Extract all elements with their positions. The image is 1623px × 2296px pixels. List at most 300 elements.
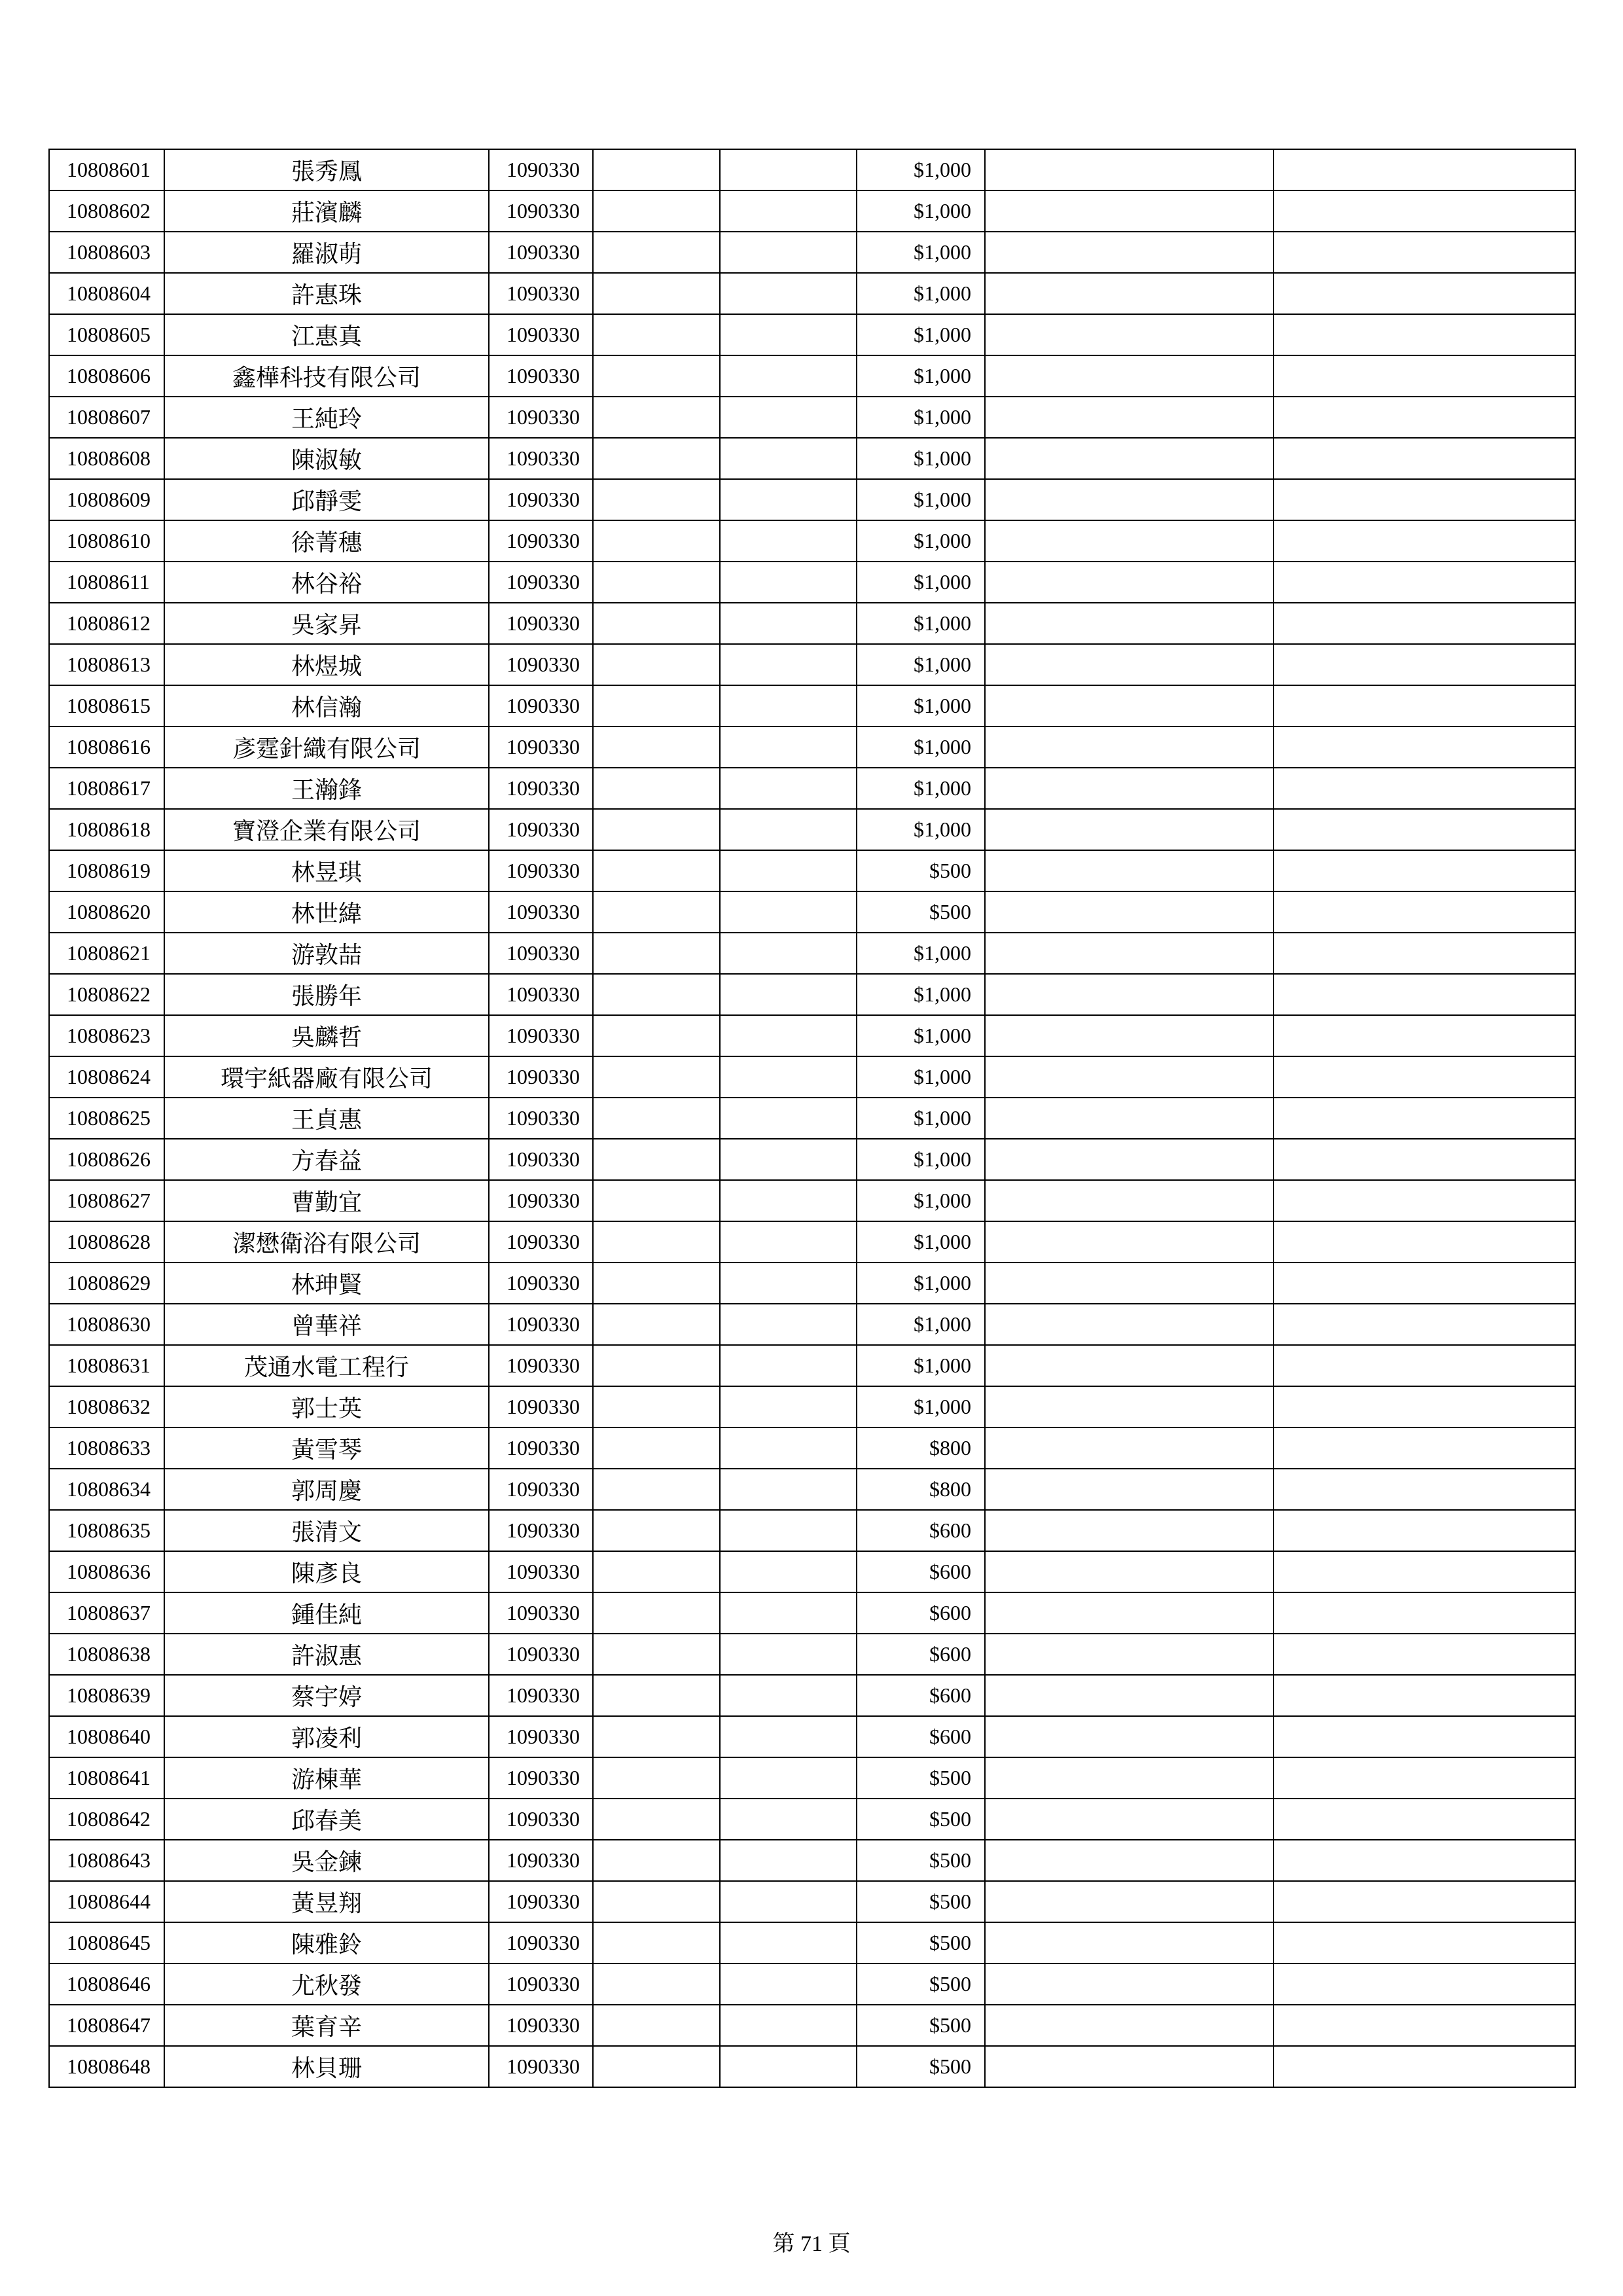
- empty-cell: [593, 1139, 720, 1180]
- donor-name-cell: 方春益: [164, 1139, 489, 1180]
- date-cell: 1090330: [489, 314, 593, 355]
- table-row: [49, 1056, 1575, 1098]
- amount-cell: $1,000: [857, 1386, 985, 1427]
- date-cell: 1090330: [489, 1881, 593, 1922]
- empty-cell: [593, 1304, 720, 1345]
- receipt-number-cell: 10808607: [49, 397, 164, 438]
- table-row: [49, 933, 1575, 974]
- amount-cell: $500: [857, 2046, 985, 2087]
- empty-cell: [985, 1881, 1274, 1922]
- donor-name-cell: 羅淑萌: [164, 232, 489, 273]
- empty-cell: [1274, 644, 1575, 685]
- table-row: [49, 273, 1575, 314]
- empty-cell: [720, 232, 857, 273]
- empty-cell: [593, 1592, 720, 1634]
- empty-cell: [1274, 1469, 1575, 1510]
- amount-cell: $1,000: [857, 149, 985, 190]
- empty-cell: [720, 1015, 857, 1056]
- table-body: [49, 149, 1575, 2087]
- empty-cell: [593, 603, 720, 644]
- receipt-number-cell: 10808608: [49, 438, 164, 479]
- date-cell: 1090330: [489, 1840, 593, 1881]
- empty-cell: [720, 1139, 857, 1180]
- empty-cell: [720, 314, 857, 355]
- empty-cell: [720, 1716, 857, 1757]
- empty-cell: [593, 355, 720, 397]
- amount-cell: $1,000: [857, 314, 985, 355]
- empty-cell: [593, 1221, 720, 1263]
- empty-cell: [593, 685, 720, 726]
- donor-name-cell: 徐菁穗: [164, 520, 489, 562]
- donor-name-cell: 林世緯: [164, 891, 489, 933]
- empty-cell: [1274, 1592, 1575, 1634]
- receipt-number-cell: 10808611: [49, 562, 164, 603]
- empty-cell: [985, 974, 1274, 1015]
- empty-cell: [720, 726, 857, 768]
- receipt-number-cell: 10808609: [49, 479, 164, 520]
- empty-cell: [593, 1427, 720, 1469]
- date-cell: 1090330: [489, 1592, 593, 1634]
- amount-cell: $1,000: [857, 1263, 985, 1304]
- receipt-number-cell: 10808618: [49, 809, 164, 850]
- empty-cell: [985, 1345, 1274, 1386]
- empty-cell: [720, 149, 857, 190]
- empty-cell: [1274, 149, 1575, 190]
- donor-name-cell: 郭士英: [164, 1386, 489, 1427]
- empty-cell: [985, 603, 1274, 644]
- empty-cell: [1274, 1056, 1575, 1098]
- donor-name-cell: 林貝珊: [164, 2046, 489, 2087]
- table-row: [49, 1139, 1575, 1180]
- empty-cell: [720, 1675, 857, 1716]
- receipt-number-cell: 10808636: [49, 1551, 164, 1592]
- amount-cell: $1,000: [857, 603, 985, 644]
- date-cell: 1090330: [489, 232, 593, 273]
- empty-cell: [985, 190, 1274, 232]
- table-row: [49, 809, 1575, 850]
- empty-cell: [720, 1263, 857, 1304]
- table-row: [49, 1964, 1575, 2005]
- table-row: [49, 190, 1575, 232]
- receipt-number-cell: 10808640: [49, 1716, 164, 1757]
- receipt-number-cell: 10808641: [49, 1757, 164, 1799]
- table-row: [49, 1881, 1575, 1922]
- empty-cell: [593, 520, 720, 562]
- donor-name-cell: 江惠真: [164, 314, 489, 355]
- empty-cell: [1274, 603, 1575, 644]
- donor-name-cell: 林谷裕: [164, 562, 489, 603]
- empty-cell: [720, 1922, 857, 1964]
- date-cell: 1090330: [489, 1922, 593, 1964]
- donor-name-cell: 許淑惠: [164, 1634, 489, 1675]
- empty-cell: [720, 1881, 857, 1922]
- empty-cell: [593, 1263, 720, 1304]
- donor-name-cell: 鑫樺科技有限公司: [164, 355, 489, 397]
- empty-cell: [720, 2046, 857, 2087]
- empty-cell: [985, 1592, 1274, 1634]
- empty-cell: [985, 1716, 1274, 1757]
- empty-cell: [720, 397, 857, 438]
- table-row: [49, 397, 1575, 438]
- empty-cell: [593, 644, 720, 685]
- empty-cell: [720, 1221, 857, 1263]
- donor-name-cell: 吳家昇: [164, 603, 489, 644]
- empty-cell: [985, 562, 1274, 603]
- empty-cell: [720, 1304, 857, 1345]
- table-row: [49, 1304, 1575, 1345]
- empty-cell: [593, 933, 720, 974]
- table-row: [49, 1757, 1575, 1799]
- receipt-number-cell: 10808613: [49, 644, 164, 685]
- donor-name-cell: 張清文: [164, 1510, 489, 1551]
- empty-cell: [985, 232, 1274, 273]
- table-row: [49, 1015, 1575, 1056]
- empty-cell: [593, 1881, 720, 1922]
- date-cell: 1090330: [489, 644, 593, 685]
- receipt-number-cell: 10808628: [49, 1221, 164, 1263]
- table-row: [49, 149, 1575, 190]
- receipt-number-cell: 10808642: [49, 1799, 164, 1840]
- receipt-number-cell: 10808648: [49, 2046, 164, 2087]
- donor-name-cell: 邱春美: [164, 1799, 489, 1840]
- amount-cell: $1,000: [857, 273, 985, 314]
- empty-cell: [1274, 232, 1575, 273]
- empty-cell: [985, 1551, 1274, 1592]
- receipt-number-cell: 10808647: [49, 2005, 164, 2046]
- amount-cell: $1,000: [857, 1098, 985, 1139]
- empty-cell: [593, 1675, 720, 1716]
- receipt-number-cell: 10808645: [49, 1922, 164, 1964]
- empty-cell: [593, 809, 720, 850]
- table-row: [49, 1922, 1575, 1964]
- empty-cell: [1274, 1098, 1575, 1139]
- date-cell: 1090330: [489, 520, 593, 562]
- empty-cell: [720, 2005, 857, 2046]
- empty-cell: [985, 809, 1274, 850]
- receipt-number-cell: 10808602: [49, 190, 164, 232]
- empty-cell: [593, 1386, 720, 1427]
- donor-name-cell: 郭周慶: [164, 1469, 489, 1510]
- donor-name-cell: 黃雪琴: [164, 1427, 489, 1469]
- empty-cell: [985, 1840, 1274, 1881]
- empty-cell: [1274, 1840, 1575, 1881]
- receipt-number-cell: 10808631: [49, 1345, 164, 1386]
- empty-cell: [1274, 479, 1575, 520]
- receipt-number-cell: 10808627: [49, 1180, 164, 1221]
- receipt-number-cell: 10808616: [49, 726, 164, 768]
- receipt-number-cell: 10808621: [49, 933, 164, 974]
- table-row: [49, 438, 1575, 479]
- empty-cell: [1274, 891, 1575, 933]
- amount-cell: $1,000: [857, 562, 985, 603]
- empty-cell: [720, 1056, 857, 1098]
- receipt-number-cell: 10808629: [49, 1263, 164, 1304]
- empty-cell: [720, 1757, 857, 1799]
- table-row: [49, 314, 1575, 355]
- empty-cell: [985, 355, 1274, 397]
- date-cell: 1090330: [489, 850, 593, 891]
- receipt-number-cell: 10808623: [49, 1015, 164, 1056]
- table-row: [49, 562, 1575, 603]
- table-row: [49, 1180, 1575, 1221]
- empty-cell: [593, 1799, 720, 1840]
- empty-cell: [1274, 1799, 1575, 1840]
- amount-cell: $1,000: [857, 974, 985, 1015]
- donor-name-cell: 鍾佳純: [164, 1592, 489, 1634]
- table-row: [49, 1469, 1575, 1510]
- donor-name-cell: 葉育辛: [164, 2005, 489, 2046]
- amount-cell: $1,000: [857, 232, 985, 273]
- table-row: [49, 1427, 1575, 1469]
- amount-cell: $800: [857, 1469, 985, 1510]
- empty-cell: [720, 809, 857, 850]
- empty-cell: [593, 1056, 720, 1098]
- empty-cell: [720, 479, 857, 520]
- empty-cell: [720, 273, 857, 314]
- donor-name-cell: 王瀚鋒: [164, 768, 489, 809]
- date-cell: 1090330: [489, 809, 593, 850]
- receipt-number-cell: 10808601: [49, 149, 164, 190]
- empty-cell: [593, 2005, 720, 2046]
- empty-cell: [593, 1180, 720, 1221]
- empty-cell: [985, 438, 1274, 479]
- donor-name-cell: 陳雅鈴: [164, 1922, 489, 1964]
- amount-cell: $600: [857, 1592, 985, 1634]
- amount-cell: $500: [857, 1757, 985, 1799]
- donor-name-cell: 陳淑敏: [164, 438, 489, 479]
- empty-cell: [720, 1427, 857, 1469]
- amount-cell: $600: [857, 1551, 985, 1592]
- empty-cell: [593, 850, 720, 891]
- amount-cell: $600: [857, 1634, 985, 1675]
- empty-cell: [985, 273, 1274, 314]
- donor-name-cell: 蔡宇婷: [164, 1675, 489, 1716]
- donor-name-cell: 林信瀚: [164, 685, 489, 726]
- date-cell: 1090330: [489, 1634, 593, 1675]
- date-cell: 1090330: [489, 1427, 593, 1469]
- empty-cell: [1274, 273, 1575, 314]
- empty-cell: [985, 1304, 1274, 1345]
- empty-cell: [593, 397, 720, 438]
- empty-cell: [985, 1221, 1274, 1263]
- empty-cell: [593, 273, 720, 314]
- amount-cell: $500: [857, 2005, 985, 2046]
- empty-cell: [985, 1510, 1274, 1551]
- date-cell: 1090330: [489, 273, 593, 314]
- table-row: [49, 974, 1575, 1015]
- empty-cell: [720, 1799, 857, 1840]
- donor-name-cell: 王純玲: [164, 397, 489, 438]
- empty-cell: [985, 1799, 1274, 1840]
- date-cell: 1090330: [489, 190, 593, 232]
- empty-cell: [1274, 1964, 1575, 2005]
- donor-name-cell: 王貞惠: [164, 1098, 489, 1139]
- amount-cell: $500: [857, 1964, 985, 2005]
- empty-cell: [720, 1180, 857, 1221]
- date-cell: 1090330: [489, 149, 593, 190]
- table-row: [49, 479, 1575, 520]
- empty-cell: [985, 1427, 1274, 1469]
- receipt-number-cell: 10808635: [49, 1510, 164, 1551]
- page-number: 第 71 頁: [772, 2232, 851, 2256]
- receipt-number-cell: 10808625: [49, 1098, 164, 1139]
- amount-cell: $600: [857, 1675, 985, 1716]
- empty-cell: [720, 850, 857, 891]
- empty-cell: [985, 2005, 1274, 2046]
- table-row: [49, 1716, 1575, 1757]
- date-cell: 1090330: [489, 768, 593, 809]
- table-row: [49, 1551, 1575, 1592]
- date-cell: 1090330: [489, 1345, 593, 1386]
- receipt-number-cell: 10808617: [49, 768, 164, 809]
- empty-cell: [593, 768, 720, 809]
- date-cell: 1090330: [489, 1510, 593, 1551]
- table-row: [49, 891, 1575, 933]
- receipt-number-cell: 10808604: [49, 273, 164, 314]
- table-row: [49, 1386, 1575, 1427]
- empty-cell: [593, 1510, 720, 1551]
- receipt-number-cell: 10808624: [49, 1056, 164, 1098]
- amount-cell: $1,000: [857, 685, 985, 726]
- empty-cell: [720, 891, 857, 933]
- date-cell: 1090330: [489, 479, 593, 520]
- empty-cell: [1274, 1221, 1575, 1263]
- date-cell: 1090330: [489, 726, 593, 768]
- empty-cell: [985, 891, 1274, 933]
- table-row: [49, 520, 1575, 562]
- donor-name-cell: 林煜城: [164, 644, 489, 685]
- date-cell: 1090330: [489, 1139, 593, 1180]
- donation-table: [48, 149, 1576, 2088]
- empty-cell: [593, 1551, 720, 1592]
- donor-name-cell: 陳彥良: [164, 1551, 489, 1592]
- amount-cell: $1,000: [857, 933, 985, 974]
- empty-cell: [593, 1922, 720, 1964]
- donor-name-cell: 曾華祥: [164, 1304, 489, 1345]
- amount-cell: $1,000: [857, 1180, 985, 1221]
- empty-cell: [985, 1922, 1274, 1964]
- table-row: [49, 726, 1575, 768]
- empty-cell: [985, 933, 1274, 974]
- empty-cell: [985, 644, 1274, 685]
- amount-cell: $500: [857, 1799, 985, 1840]
- table-row: [49, 2046, 1575, 2087]
- empty-cell: [593, 726, 720, 768]
- empty-cell: [593, 232, 720, 273]
- date-cell: 1090330: [489, 1098, 593, 1139]
- amount-cell: $500: [857, 891, 985, 933]
- empty-cell: [720, 685, 857, 726]
- table-row: [49, 603, 1575, 644]
- donor-name-cell: 寶澄企業有限公司: [164, 809, 489, 850]
- empty-cell: [1274, 1634, 1575, 1675]
- empty-cell: [985, 768, 1274, 809]
- empty-cell: [593, 479, 720, 520]
- date-cell: 1090330: [489, 355, 593, 397]
- amount-cell: $1,000: [857, 1056, 985, 1098]
- empty-cell: [1274, 1675, 1575, 1716]
- table-row: [49, 1345, 1575, 1386]
- empty-cell: [1274, 1510, 1575, 1551]
- empty-cell: [1274, 355, 1575, 397]
- empty-cell: [593, 562, 720, 603]
- empty-cell: [720, 1634, 857, 1675]
- empty-cell: [720, 768, 857, 809]
- empty-cell: [985, 1386, 1274, 1427]
- date-cell: 1090330: [489, 1386, 593, 1427]
- table-row: [49, 1098, 1575, 1139]
- amount-cell: $500: [857, 1840, 985, 1881]
- receipt-number-cell: 10808644: [49, 1881, 164, 1922]
- receipt-number-cell: 10808626: [49, 1139, 164, 1180]
- amount-cell: $1,000: [857, 809, 985, 850]
- empty-cell: [720, 190, 857, 232]
- empty-cell: [985, 314, 1274, 355]
- amount-cell: $1,000: [857, 768, 985, 809]
- amount-cell: $1,000: [857, 1304, 985, 1345]
- receipt-number-cell: 10808646: [49, 1964, 164, 2005]
- amount-cell: $1,000: [857, 644, 985, 685]
- empty-cell: [1274, 1139, 1575, 1180]
- empty-cell: [720, 1592, 857, 1634]
- empty-cell: [1274, 1304, 1575, 1345]
- empty-cell: [1274, 562, 1575, 603]
- amount-cell: $1,000: [857, 438, 985, 479]
- date-cell: 1090330: [489, 562, 593, 603]
- date-cell: 1090330: [489, 1263, 593, 1304]
- donor-name-cell: 莊濱麟: [164, 190, 489, 232]
- empty-cell: [985, 726, 1274, 768]
- empty-cell: [720, 933, 857, 974]
- receipt-number-cell: 10808638: [49, 1634, 164, 1675]
- donor-name-cell: 彥霆針織有限公司: [164, 726, 489, 768]
- date-cell: 1090330: [489, 1056, 593, 1098]
- receipt-number-cell: 10808633: [49, 1427, 164, 1469]
- amount-cell: $600: [857, 1716, 985, 1757]
- table-row: [49, 232, 1575, 273]
- date-cell: 1090330: [489, 397, 593, 438]
- receipt-number-cell: 10808637: [49, 1592, 164, 1634]
- table-row: [49, 1675, 1575, 1716]
- empty-cell: [1274, 2005, 1575, 2046]
- date-cell: 1090330: [489, 1180, 593, 1221]
- empty-cell: [985, 1180, 1274, 1221]
- empty-cell: [720, 1469, 857, 1510]
- donor-name-cell: 游敦喆: [164, 933, 489, 974]
- table-row: [49, 685, 1575, 726]
- date-cell: 1090330: [489, 438, 593, 479]
- empty-cell: [1274, 1427, 1575, 1469]
- donor-name-cell: 潔懋衛浴有限公司: [164, 1221, 489, 1263]
- empty-cell: [593, 190, 720, 232]
- empty-cell: [593, 891, 720, 933]
- empty-cell: [985, 1263, 1274, 1304]
- receipt-number-cell: 10808630: [49, 1304, 164, 1345]
- date-cell: 1090330: [489, 1304, 593, 1345]
- donor-name-cell: 茂通水電工程行: [164, 1345, 489, 1386]
- donor-name-cell: 張秀鳳: [164, 149, 489, 190]
- empty-cell: [985, 397, 1274, 438]
- receipt-number-cell: 10808615: [49, 685, 164, 726]
- empty-cell: [1274, 1345, 1575, 1386]
- empty-cell: [1274, 1881, 1575, 1922]
- date-cell: 1090330: [489, 974, 593, 1015]
- receipt-number-cell: 10808612: [49, 603, 164, 644]
- empty-cell: [593, 1345, 720, 1386]
- empty-cell: [720, 1551, 857, 1592]
- amount-cell: $1,000: [857, 355, 985, 397]
- receipt-number-cell: 10808643: [49, 1840, 164, 1881]
